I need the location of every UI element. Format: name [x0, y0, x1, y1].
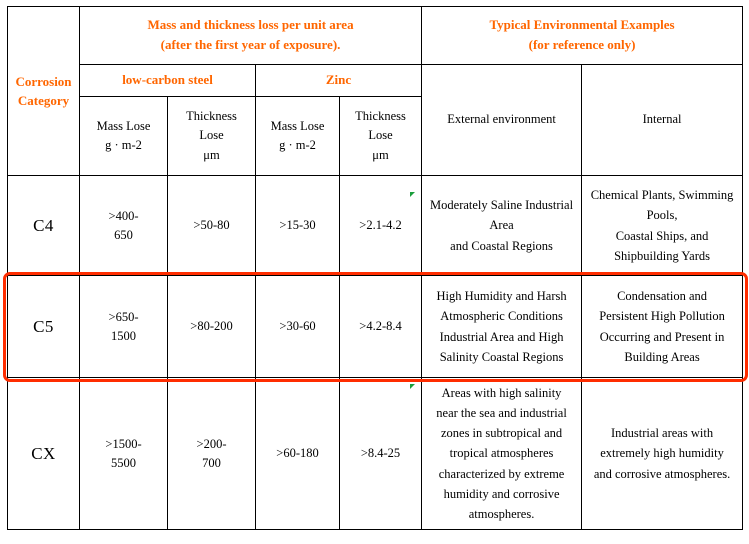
row-internal-line: Occurring and Present in	[599, 329, 725, 344]
header-steel-thickness-line2: Lose	[199, 128, 224, 143]
row-external-line: near the sea and industrial	[436, 405, 567, 420]
header-zinc-mass-line1: Mass Lose	[270, 118, 325, 133]
row-external-environment	[422, 276, 582, 378]
row-steel-mass	[80, 276, 168, 378]
header-row-materials	[8, 64, 743, 96]
header-zinc-mass-line2: g · m-2	[279, 137, 316, 152]
row-external-line: characterized by extreme	[438, 466, 565, 481]
row-external-environment	[422, 176, 582, 276]
row-internal-line: Chemical Plants, Swimming	[590, 188, 734, 202]
row-internal-line: and corrosive atmospheres.	[593, 466, 731, 481]
row-steel-mass-line2: 650	[114, 227, 133, 242]
row-external-line: tropical atmospheres	[449, 446, 554, 461]
row-steel-mass	[80, 378, 168, 530]
row-external-line: Moderately Saline Industrial	[430, 198, 574, 213]
row-steel-mass-line2: 5500	[111, 455, 136, 470]
row-steel-mass-line1: >400-	[108, 208, 139, 223]
row-internal-environment	[582, 276, 743, 378]
row-external-line: Industrial Area and High	[439, 329, 564, 344]
row-internal-line: Persistent High Pollution	[599, 309, 725, 324]
header-mass-thickness-loss	[80, 7, 422, 65]
header-corrosion-category	[8, 7, 80, 176]
row-steel-mass-line1: >1500-	[105, 436, 142, 451]
row-internal-line: Condensation and	[617, 289, 707, 303]
row-external-line: Salinity Coastal Regions	[439, 349, 564, 364]
row-internal-line: Industrial areas with	[611, 426, 714, 441]
row-internal-line: Pools,	[646, 208, 678, 223]
row-steel-thickness-line2: 700	[202, 455, 221, 470]
row-category: C4	[8, 176, 80, 276]
table-row	[8, 378, 743, 530]
header-row-groups	[8, 7, 743, 65]
row-external-line: and Coastal Regions	[450, 238, 553, 253]
row-external-line: High Humidity and Harsh	[436, 289, 567, 303]
row-external-line: Areas with high salinity	[441, 385, 562, 400]
row-steel-thickness	[168, 378, 256, 530]
header-corrosion-category-line2: Category	[17, 93, 70, 108]
header-steel-mass-line2: g · m-2	[105, 137, 142, 152]
row-steel-mass-line2: 1500	[111, 328, 136, 343]
row-zinc-mass: >15-30	[256, 176, 340, 276]
header-external-environment: External environment	[422, 64, 582, 175]
header-steel-mass-lose	[80, 96, 168, 175]
row-internal-environment	[582, 378, 743, 530]
header-zinc-thickness-line3: μm	[372, 147, 389, 162]
header-mass-thickness-line2: (after the first year of exposure).	[160, 37, 341, 53]
corrosion-category-table	[7, 6, 743, 530]
header-typical-env-line1: Typical Environmental Examples	[489, 17, 675, 33]
header-typical-env-line2: (for reference only)	[528, 37, 636, 53]
header-zinc-mass-lose	[256, 96, 340, 175]
row-internal-line: Building Areas	[624, 349, 700, 364]
row-steel-thickness: >50-80	[168, 176, 256, 276]
row-category: CX	[8, 378, 80, 530]
table-container	[0, 6, 749, 544]
header-low-carbon-steel: low-carbon steel	[80, 64, 256, 96]
table-row	[8, 276, 743, 378]
row-external-line: Atmospheric Conditions	[440, 309, 563, 324]
row-external-line: atmospheres.	[468, 507, 535, 522]
row-zinc-mass: >60-180	[256, 378, 340, 530]
header-zinc: Zinc	[256, 64, 422, 96]
row-zinc-thickness: >2.1-4.2	[340, 176, 422, 276]
row-external-line: Area	[489, 218, 514, 233]
row-zinc-thickness: >4.2-8.4	[340, 276, 422, 378]
header-zinc-thickness-line2: Lose	[368, 128, 393, 143]
header-zinc-thickness-line1: Thickness	[355, 108, 406, 123]
row-zinc-thickness: >8.4-25	[340, 378, 422, 530]
row-external-line: humidity and corrosive	[443, 486, 560, 501]
header-steel-mass-line1: Mass Lose	[96, 118, 151, 133]
row-steel-thickness-line1: >200-	[196, 436, 227, 451]
header-internal: Internal	[582, 64, 743, 175]
table-row	[8, 176, 743, 276]
header-steel-thickness-line3: μm	[203, 147, 220, 162]
row-zinc-mass: >30-60	[256, 276, 340, 378]
row-steel-mass-line1: >650-	[108, 309, 139, 324]
row-internal-environment	[582, 176, 743, 276]
header-typical-environmental-examples	[422, 7, 743, 65]
header-corrosion-category-line1: Corrosion	[15, 73, 72, 89]
row-external-line: zones in subtropical and	[440, 426, 563, 441]
row-category: C5	[8, 276, 80, 378]
row-steel-mass	[80, 176, 168, 276]
row-internal-line: Shipbuilding Yards	[614, 248, 710, 263]
row-steel-thickness: >80-200	[168, 276, 256, 378]
row-external-environment	[422, 378, 582, 530]
row-internal-line: extremely high humidity	[600, 446, 724, 461]
header-zinc-thickness-lose	[340, 96, 422, 175]
green-corner-mark-cx	[410, 384, 415, 389]
row-internal-line: Coastal Ships, and	[615, 228, 709, 243]
header-mass-thickness-line1: Mass and thickness loss per unit area	[147, 17, 354, 33]
header-steel-thickness-lose	[168, 96, 256, 175]
green-corner-mark-c4	[410, 192, 415, 197]
header-steel-thickness-line1: Thickness	[186, 108, 237, 123]
